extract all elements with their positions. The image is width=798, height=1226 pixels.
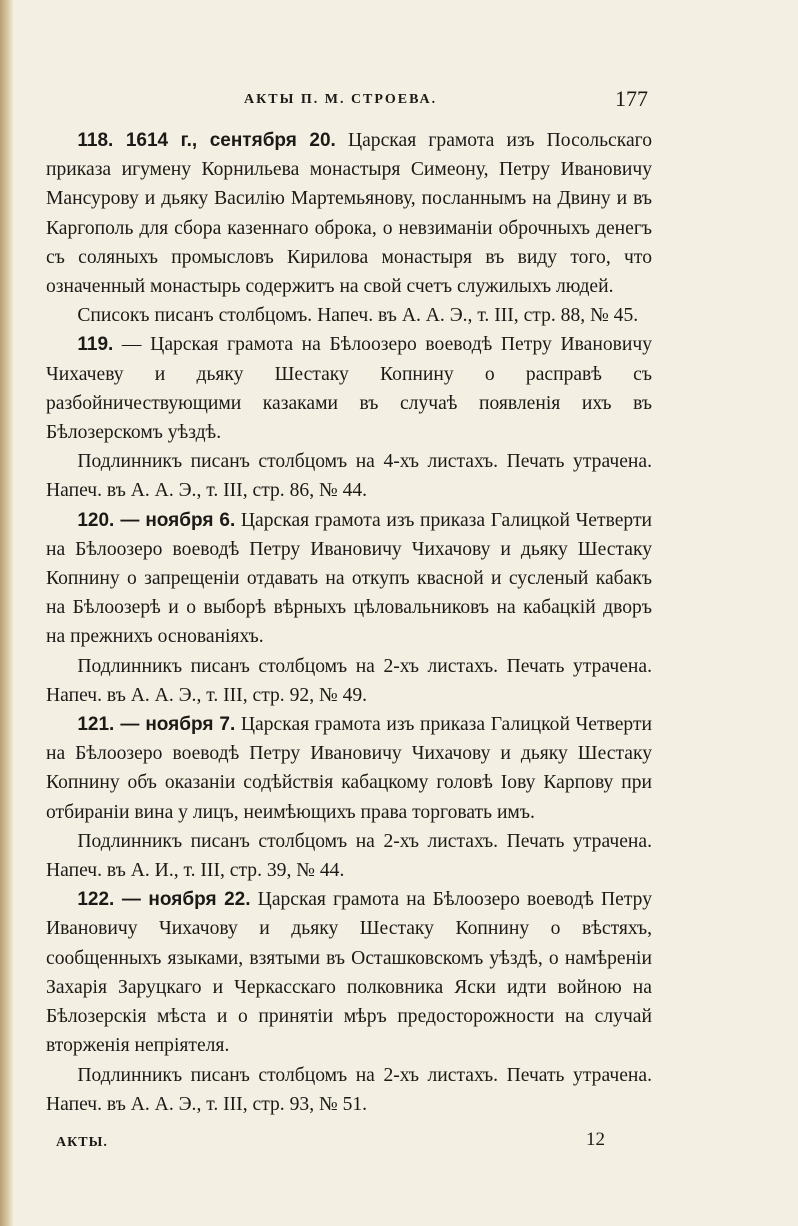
entry-note: Списокъ писанъ столбцомъ. Напеч. въ А. А. Э., т. III, стр. 88, № 45. [77, 305, 639, 327]
entry-119 [46, 330, 652, 447]
entry-note: Подлинникъ писанъ столбцомъ на 4-хъ листахъ. Печать утрачена. Напеч. въ А. А. Э., т. III, стр. 86, № 44. [46, 451, 652, 502]
entry-note: Подлинникъ писанъ столбцомъ на 2-хъ листахъ. Печать утрачена. Напеч. въ А. А. Э., т. III, стр. 92, № 49. [46, 655, 652, 706]
entry-118 [46, 126, 652, 301]
page-footer [46, 1129, 652, 1169]
entry-text: Царская грамота изъ приказа Галицкой Четверти на Бѣлоозеро воеводѣ Петру Ивановичу Чихачову и дьяку Шестаку Копнину о запрещеніи отдавать на откупъ квасной и сусленый кабакъ на Бѣлоозерѣ и о выборѣ вѣрныхъ цѣловальниковъ на кабацкій дворъ на прежнихъ основаніяхъ. [46, 509, 652, 648]
page-header [46, 82, 652, 126]
entry-head: 119. [77, 334, 114, 356]
entry-120 [46, 506, 652, 652]
entry-text: — Царская грамота на Бѣлоозеро воеводѣ Петру Ивановичу Чихачеву и дьяку Шестаку Копнину о расправѣ съ разбойничествующими казаками въ случаѣ появленія ихъ въ Бѣлозерскомъ уѣздѣ. [46, 334, 652, 444]
entry-121 [46, 710, 652, 827]
page-number: 177 [615, 86, 648, 111]
sheet-number: 12 [586, 1128, 605, 1150]
running-title: АКТЫ П. М. СТРОЕВА. [244, 92, 438, 107]
entry-note: Подлинникъ писанъ столбцомъ на 2-хъ листахъ. Печать утрачена. Напеч. въ А. И., т. III, стр. 39, № 44. [46, 830, 652, 882]
entry-text: Царская грамота на Бѣлоозеро воеводѣ Петру Ивановичу Чихачову и дьяку Шестаку Копнину о вѣстяхъ, сообщенныхъ языками, взятыми въ Осташковскомъ уѣздѣ, о намѣреніи Захарія Заруцкаго и Черкасскаго полковника Яски идти войною на Бѣлозерскія мѣста и о принятіи мѣръ предосторожности на случай вторженія непріятеля. [46, 889, 652, 1057]
entry-note: Подлинникъ писанъ столбцомъ на 2-хъ листахъ. Печать утрачена. Напеч. въ А. А. Э., т. III, стр. 93, № 51. [46, 1064, 652, 1115]
page-body [46, 126, 652, 1119]
entry-head: 122. — ноября 22. [77, 889, 251, 911]
signature-mark: АКТЫ. [56, 1134, 108, 1150]
book-spine-edge [0, 0, 14, 1226]
entry-text: Царская грамота изъ приказа Галицкой Четверти на Бѣлоозеро воеводѣ Петру Ивановичу Чихачову и дьяку Шестаку Копнину объ оказаніи содѣйствія кабацкому головѣ Іову Карпову при отбираніи вина у лицъ, неимѣющихъ права торговать имъ. [46, 714, 652, 823]
page [46, 82, 652, 1169]
entry-text: Царская грамота изъ Посольскаго приказа игумену Корнильева монастыря Симеону, Петру Ивановичу Мансурову и дьяку Василію Мартемьянову, посланнымъ на Двину и въ Каргополь для сбора казеннаго оброка, о невзиманіи оброчныхъ денегъ съ соляныхъ промысловъ Кирилова монастыря въ виду того, что означенный монастырь содержитъ на свой счетъ служилыхъ людей. [46, 130, 652, 298]
entry-head: 120. — ноября 6. [77, 509, 236, 531]
entry-head: 121. — ноября 7. [77, 714, 236, 736]
entry-head: 118. 1614 г., сентября 20. [77, 130, 336, 151]
entry-122 [46, 885, 652, 1060]
